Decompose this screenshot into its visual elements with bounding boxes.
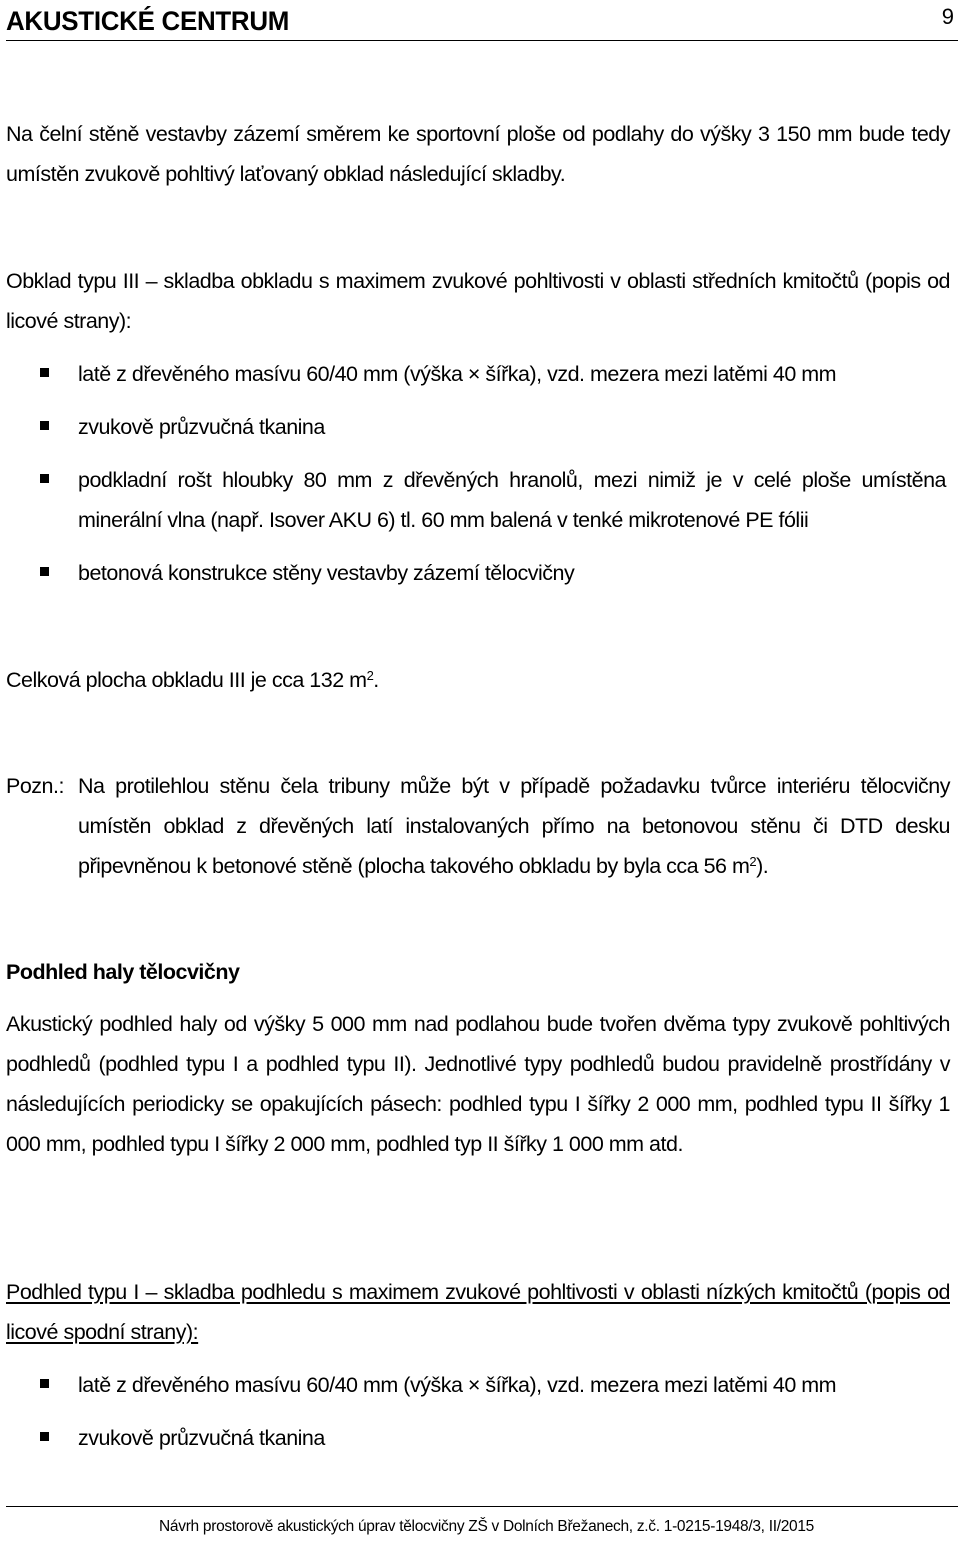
note-exponent: 2	[749, 854, 757, 869]
list-item-text: latě z dřevěného masívu 60/40 mm (výška × šířka), vzd. mezera mezi latěmi 40 mm	[78, 362, 837, 386]
list-item-text: latě z dřevěného masívu 60/40 mm (výška × šířka), vzd. mezera mezi latěmi 40 mm	[78, 1373, 837, 1397]
total-text: Celková plocha obkladu III je cca 132 m	[6, 668, 367, 692]
total-exponent: 2	[366, 668, 374, 683]
square-bullet-icon	[40, 421, 49, 430]
note-suffix: ).	[756, 854, 769, 878]
obklad-iii-list	[6, 354, 950, 593]
footer-rule	[6, 1506, 958, 1507]
list-item	[6, 407, 950, 447]
list-item	[6, 1365, 950, 1405]
header-title: AKUSTICKÉ CENTRUM	[6, 6, 290, 36]
header-rule	[6, 40, 958, 41]
obklad-iii-total	[6, 660, 950, 700]
note-label: Pozn.:	[6, 774, 64, 798]
podhled-heading: Podhled haly tělocvičny	[6, 960, 240, 984]
list-item-text: betonová konstrukce stěny vestavby zázemí tělocvičny	[78, 561, 575, 585]
square-bullet-icon	[40, 1432, 49, 1441]
list-item-text: podkladní rošt hloubky 80 mm z dřevěných hranolů, mezi nimiž je v celé ploše umístěna minerální vlna (např. Isover AKU 6) tl. 60 mm balená v tenké mikrotenové PE fólii	[78, 468, 946, 532]
square-bullet-icon	[40, 567, 49, 576]
total-suffix: .	[373, 668, 379, 692]
square-bullet-icon	[40, 368, 49, 377]
list-item	[6, 460, 950, 540]
intro-paragraph: Na čelní stěně vestavby zázemí směrem ke sportovní ploše od podlahy do výšky 3 150 mm bude tedy umístěn zvukově pohltivý laťovaný obklad následující skladby.	[6, 122, 950, 186]
list-item	[6, 1418, 950, 1458]
note-body: Na protilehlou stěnu čela tribuny může být v případě požadavku tvůrce interiéru tělocvičny umístěn obklad z dřevěných latí instalovaných přímo na betonovou stěnu či DTD desku připevněnou k betonové stěně (plocha takového obkladu by byla cca 56 m	[78, 774, 950, 878]
list-item-text: zvukově průzvučná tkanina	[78, 415, 325, 439]
podhled-i-heading: Podhled typu I – skladba podhledu s maximem zvukové pohltivosti v oblasti nízkých kmitočtů (popis od licové spodní strany):	[6, 1280, 950, 1344]
square-bullet-icon	[40, 474, 49, 483]
note-text	[78, 766, 950, 886]
podhled-i-list	[6, 1365, 950, 1458]
podhled-paragraph: Akustický podhled haly od výšky 5 000 mm nad podlahou bude tvořen dvěma typy zvukově pohltivých podhledů (podhled typu I a podhled typu II). Jednotlivé typy podhledů budou pravidelně prostřídány v následujících periodicky se opakujících pásech: podhled typu I šířky 2 000 mm, podhled typu II šířky 1 000 mm, podhled typu I šířky 2 000 mm, podhled typ II šířky 1 000 mm atd.	[6, 1012, 950, 1156]
footer-text: Návrh prostorově akustických úprav tělocvičny ZŠ v Dolních Břežanech, z.č. 1-0215-1948/3, II/2015	[159, 1518, 814, 1535]
note	[6, 766, 950, 886]
list-item	[6, 354, 950, 394]
page-number: 9	[941, 4, 954, 29]
list-item	[6, 553, 950, 593]
obklad-iii-heading: Obklad typu III – skladba obkladu s maximem zvukové pohltivosti v oblasti středních kmitočtů (popis od licové strany):	[6, 269, 950, 333]
list-item-text: zvukově průzvučná tkanina	[78, 1426, 325, 1450]
square-bullet-icon	[40, 1379, 49, 1388]
